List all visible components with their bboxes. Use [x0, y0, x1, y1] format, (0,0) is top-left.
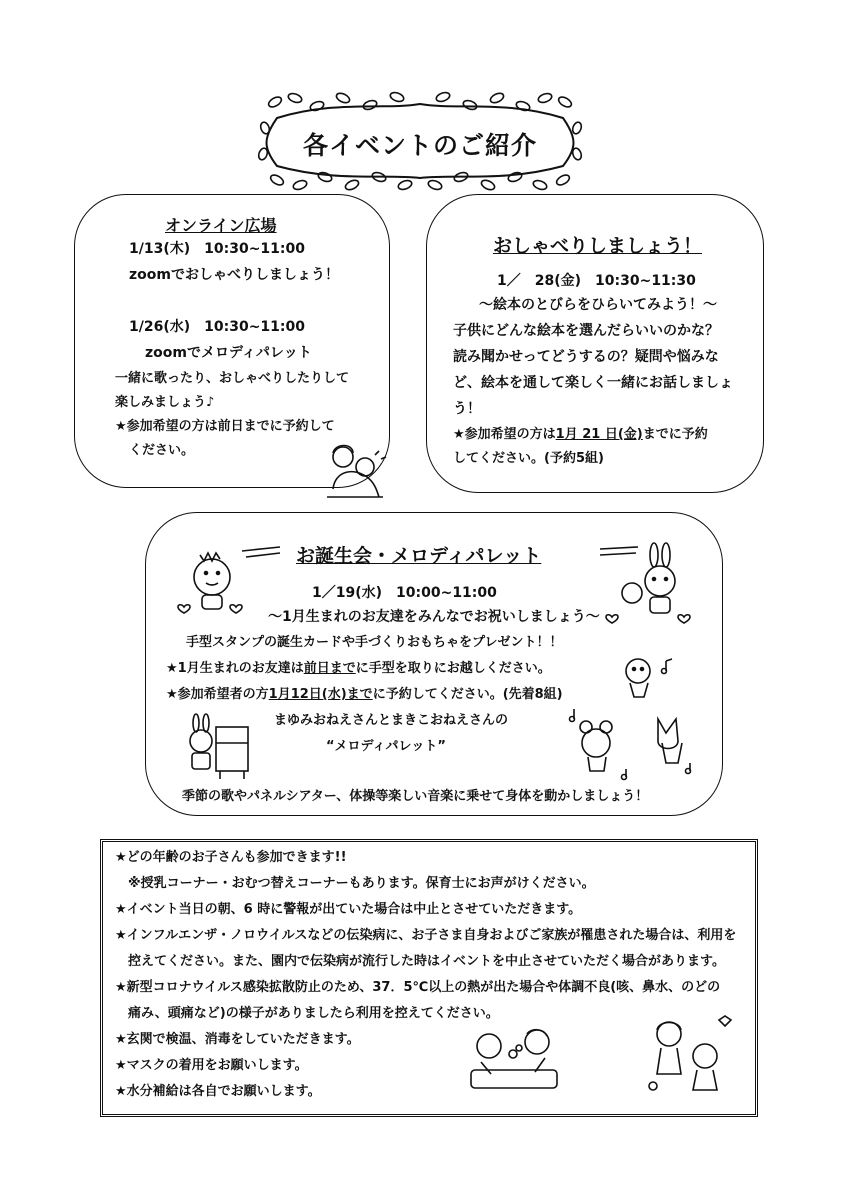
notice-line: ★どの年齢のお子さんも参加できます!!: [115, 850, 347, 865]
rabbit-piano-illustration-icon: [176, 713, 256, 783]
notice-line: ★マスクの着用をお願いします。: [115, 1058, 308, 1073]
rabbit-illustration-icon: [596, 541, 706, 631]
mouse-fox-illustration-icon: [566, 703, 706, 783]
talk-heading: おしゃべりしましょう！: [493, 235, 703, 257]
birthday-body-3: “メロディパレット”: [326, 739, 446, 754]
page-title: 各イベントのご紹介: [302, 131, 537, 160]
birthday-note-1-suffix: に手型を取りにお越しください。: [355, 661, 551, 676]
birthday-note-1: [166, 659, 551, 679]
notice-line: ★インフルエンザ・ノロウイルスなどの伝染病に、お子さま自身およびご家族が罹患された場合は、利用を: [115, 928, 737, 943]
online-note-1: ★参加希望の方は前日までに予約して: [115, 419, 335, 434]
birthday-event-box: [145, 512, 723, 816]
lion-illustration-icon: [176, 541, 286, 621]
birthday-note-2-prefix: ★参加希望者の方: [166, 687, 269, 702]
birthday-date: 1／19(水) 10:00~11:00: [312, 585, 497, 601]
birthday-heading: お誕生会・メロディパレット: [296, 545, 542, 567]
talk-note-2: してください。(予約5組): [453, 451, 604, 466]
notice-line: ★水分補給は各自でお願いします。: [115, 1084, 321, 1099]
online-event-box: [74, 194, 390, 488]
talk-body-3: ど、絵本を通して楽しく一緒にお話しましょ: [453, 375, 733, 391]
notice-box: [100, 839, 758, 1117]
notice-line: 痛み、頭痛など)の様子がありましたら利用を控えてください。: [115, 1006, 499, 1021]
notice-line: 控えてください。また、園内で伝染病が流行した時はイベントを中止させていただく場合があります。: [115, 954, 725, 969]
talk-note-suffix: までに予約: [642, 427, 708, 442]
online-desc-2: zoomでメロディパレット: [145, 345, 312, 361]
online-body-1: 一緒に歌ったり、おしゃべりしたりして: [115, 371, 350, 386]
handwashing-illustration-icon: [465, 1024, 565, 1096]
talk-note-date: 1月 21 日(金): [555, 427, 643, 442]
talk-note-1: [453, 425, 708, 445]
talk-body-1: 子供にどんな絵本を選んだらいいのかな？: [453, 323, 719, 339]
parent-child-illustration-icon: [323, 441, 393, 501]
talk-date: 1／ 28(金) 10:30~11:30: [497, 273, 696, 289]
birthday-note-2-em: 1月12日(水)まで: [268, 687, 373, 702]
title-banner: [255, 88, 585, 193]
online-heading: オンライン広場: [165, 216, 277, 235]
online-note-2: ください。: [129, 443, 195, 458]
notice-line: ※授乳コーナー・おむつ替えコーナーもあります。保育士にお声がけください。: [115, 876, 595, 891]
online-date-2: 1/26(水) 10:30~11:00: [129, 319, 305, 335]
talk-subtitle: ～絵本のとびらをひらいてみよう！～: [479, 297, 717, 313]
online-date-1: 1/13(木) 10:30~11:00: [129, 241, 305, 257]
online-desc-1: zoomでおしゃべりしましょう！: [129, 267, 339, 283]
birthday-note-1-prefix: ★1月生まれのお友達は: [166, 661, 304, 676]
birthday-note-1-em: 前日まで: [303, 661, 356, 676]
monkey-illustration-icon: [616, 653, 686, 703]
birthday-body-4: 季節の歌やパネルシアター、体操等楽しい音楽に乗せて身体を動かしましょう！: [182, 789, 649, 804]
birthday-subtitle: ～1月生まれのお友達をみんなでお祝いしましょう～: [268, 609, 600, 625]
birthday-note-2-suffix: に予約してください。(先着8組): [372, 687, 563, 702]
talk-body-4: う！: [453, 401, 481, 417]
notice-line: ★新型コロナウイルス感染拡散防止のため、37．5℃以上の熱が出た場合や体調不良(咳、鼻水、のどの: [115, 980, 721, 995]
birthday-body-1: 手型スタンプの誕生カードや手づくりおもちゃをプレゼント！！: [186, 635, 563, 650]
birthday-note-2: [166, 685, 563, 705]
notice-line: ★イベント当日の朝、6 時に警報が出ていた場合は中止とさせていただきます。: [115, 902, 582, 917]
birthday-body-2: まゆみおねえさんとまきこおねえさんの: [274, 713, 509, 728]
online-body-2: 楽しみましょう♪: [115, 395, 215, 410]
notice-line: ★玄関で検温、消毒をしていただきます。: [115, 1032, 360, 1047]
talk-body-2: 読み聞かせってどうするの？疑問や悩みな: [453, 349, 719, 365]
talk-note-prefix: ★参加希望の方は: [453, 427, 556, 442]
talk-event-box: [426, 194, 764, 493]
kids-illustration-icon: [639, 1012, 739, 1096]
